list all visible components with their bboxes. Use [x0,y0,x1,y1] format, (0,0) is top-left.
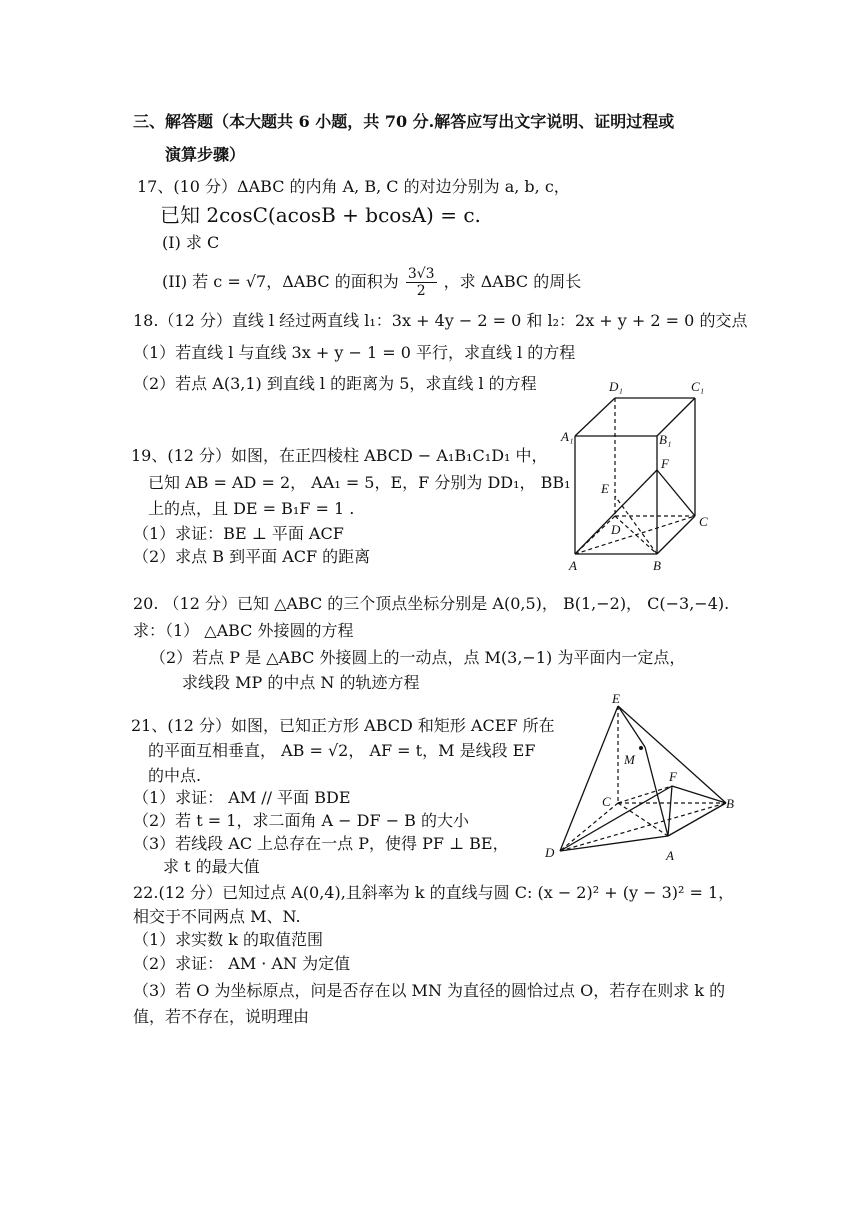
label-D1: D₁ [609,379,623,394]
area-fraction-den: 2 [416,283,426,299]
label-F: F [661,456,669,471]
q19-line2: 已知 AB = AD = 2， AA₁ = 5，E，F 分别为 DD₁， BB₁ [148,473,571,492]
q18-part1: （1）若直线 l 与直线 3x + y − 1 = 0 平行，求直线 l 的方程 [133,343,576,362]
q18-line1: 18.（12 分）直线 l 经过两直线 l₁：3x + 4y − 2 = 0 和 l₂：2x + y + 2 = 0 的交点 [133,311,748,330]
label-A1: A₁ [561,429,574,444]
label-F: F [669,769,677,784]
area-fraction-num: 3√3 [407,266,435,282]
label-C: C [699,514,708,529]
label-D: D [611,522,621,537]
q20-part2: （2）若点 P 是 △ABC 外接圆上的一动点，点 M(3,−1) 为平面内一定点， [150,648,686,667]
label-B: B [653,558,661,573]
q17-line1: 17、(10 分）ΔABC 的内角 A, B, C 的对边分别为 a, b, c， [137,177,570,196]
prism-figure [555,378,715,578]
q22-part2: （2）求证： AM · AN 为定值 [133,954,351,973]
q19-part1: （1）求证：BE ⊥ 平面 ACF [133,524,344,543]
q19-line1: 19、(12 分）如图，在正四棱柱 ABCD − A₁B₁C₁D₁ 中， [131,446,548,465]
label-C: C [602,794,611,809]
label-A: A [569,558,577,573]
q19-part2: （2）求点 B 到平面 ACF 的距离 [133,547,371,566]
label-A: A [666,848,674,863]
q17-part2-text-b: ，求 ΔABC 的周长 [443,272,582,291]
q22-part3: （3）若 O 为坐标原点，问是否存在以 MN 为直径的圆恰过点 O，若存在则求 k 的 [133,981,726,1000]
q20-part1: 求：（1） △ABC 外接圆的方程 [133,621,354,640]
q20-part2-cont: 求线段 MP 的中点 N 的轨迹方程 [182,673,420,692]
q22-line2: 相交于不同两点 M、N. [133,907,301,926]
q21-part3-cont: 求 t 的最大值 [163,857,260,876]
label-E: E [601,481,609,496]
q22-line1: 22.(12 分）已知过点 A(0,4),且斜率为 k 的直线与圆 C: (x − 2)² + (y − 3)² = 1， [133,883,735,902]
q21-part1: （1）求证： AM // 平面 BDE [133,788,351,807]
q21-line2: 的平面互相垂直， AB = √2， AF = t，M 是线段 EF [148,741,536,760]
area-fraction [406,266,437,299]
label-D: D [545,845,555,860]
label-B1: B₁ [659,432,672,447]
q20-line1: 20. （12 分）已知 △ABC 的三个顶点坐标分别是 A(0,5)， B(1,−2)， C(−3,−4). [133,594,730,613]
section-heading-cont: 演算步骤） [165,145,246,164]
label-E: E [612,692,620,706]
q21-part3: （3）若线段 AC 上总存在一点 P，使得 PF ⊥ BE， [133,834,509,853]
square-rect-figure [540,692,745,864]
q21-line1: 21、(12 分）如图，已知正方形 ABCD 和矩形 ACEF 所在 [131,716,555,735]
label-C1: C₁ [691,379,705,394]
q21-part2: （2）若 t = 1，求二面角 A − DF − B 的大小 [133,811,470,830]
label-M: M [624,752,635,767]
q19-line3: 上的点，且 DE = B₁F = 1 . [148,499,355,518]
q21-line3: 的中点. [148,766,202,785]
q22-part3-cont: 值，若不存在，说明理由 [133,1007,310,1026]
q17-part2-text-a: (II) 若 c = √7，ΔABC 的面积为 [162,272,399,291]
label-B: B [726,796,734,811]
section-heading: 三、解答题（本大题共 6 小题，共 70 分.解答应写出文字说明、证明过程或 [133,112,675,131]
q17-line2: 已知 2cosC(acosB + bcosA) = c. [160,203,481,227]
q18-part2: （2）若点 A(3,1) 到直线 l 的距离为 5，求直线 l 的方程 [133,374,537,393]
q17-part2 [162,263,581,301]
q22-part1: （1）求实数 k 的取值范围 [133,930,324,949]
q17-part1: (I) 求 C [162,233,220,252]
